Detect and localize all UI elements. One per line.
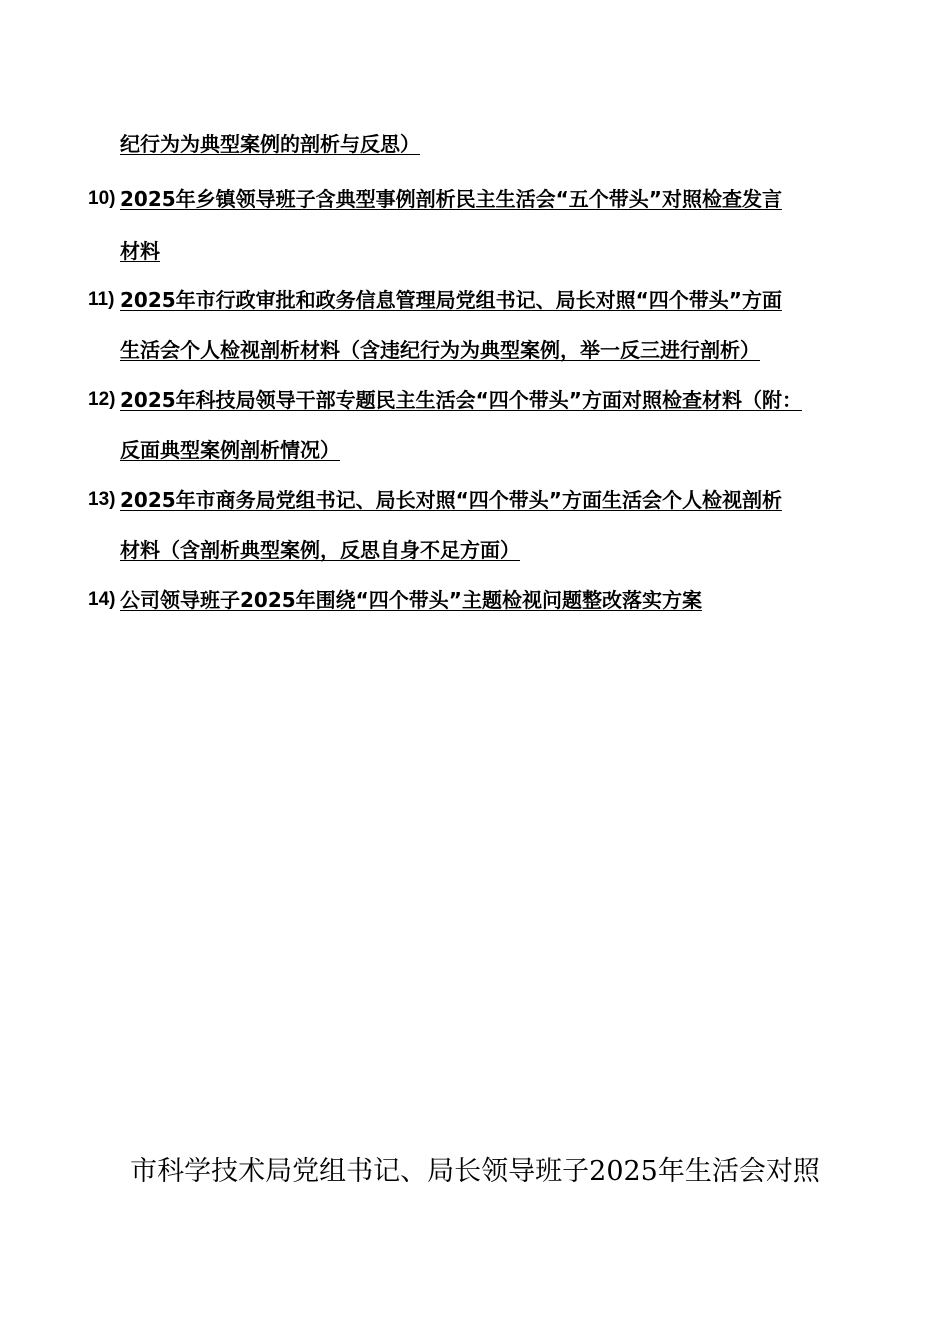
toc-number: 11) (88, 289, 115, 310)
toc-item-12-line-2 (88, 437, 888, 463)
toc-number: 13) (88, 489, 116, 510)
toc-number: 12) (88, 389, 116, 410)
toc-item-14 (88, 587, 888, 613)
toc-link-item-14-line-1[interactable]: 公司领导班子2025年围绕“四个带头”主题检视问题整改落实方案 (120, 588, 702, 612)
document-title: 市科学技术局党组书记、局长领导班子2025年生活会对照 (130, 1156, 820, 1187)
toc-number: 10) (88, 188, 116, 209)
toc-item-13-line-2 (88, 537, 888, 563)
toc-item-11 (88, 287, 888, 313)
toc-item-12 (88, 387, 888, 413)
toc-item-11-line-2 (88, 337, 888, 363)
toc-item-13 (88, 487, 888, 513)
toc-link-item-10-line-2[interactable]: 材料 (120, 239, 160, 263)
toc-link-item-13-line-2[interactable]: 材料（含剖析典型案例，反思自身不足方面） (120, 538, 520, 562)
toc-link-item-13-line-1[interactable]: 2025年市商务局党组书记、局长对照“四个带头”方面生活会个人检视剖析 (120, 488, 782, 512)
toc-link-item-11-line-1[interactable]: 2025年市行政审批和政务信息管理局党组书记、局长对照“四个带头”方面 (120, 288, 782, 312)
toc-link-item-12-line-2[interactable]: 反面典型案例剖析情况） (120, 438, 340, 462)
toc-item-9-continuation (88, 131, 888, 157)
toc-link-item-12-line-1[interactable]: 2025年科技局领导干部专题民主生活会“四个带头”方面对照检查材料（附： (120, 388, 802, 412)
toc-item-10 (88, 186, 888, 212)
toc-link-item-11-line-2[interactable]: 生活会个人检视剖析材料（含违纪行为为典型案例，举一反三进行剖析） (120, 338, 760, 362)
toc-item-10-line-2 (88, 238, 888, 264)
toc-link-item-10-line-1[interactable]: 2025年乡镇领导班子含典型事例剖析民主生活会“五个带头”对照检查发言 (120, 187, 782, 211)
toc-number: 14) (88, 589, 116, 610)
toc-link-item-9-line-2[interactable]: 纪行为为典型案例的剖析与反思） (120, 132, 420, 156)
